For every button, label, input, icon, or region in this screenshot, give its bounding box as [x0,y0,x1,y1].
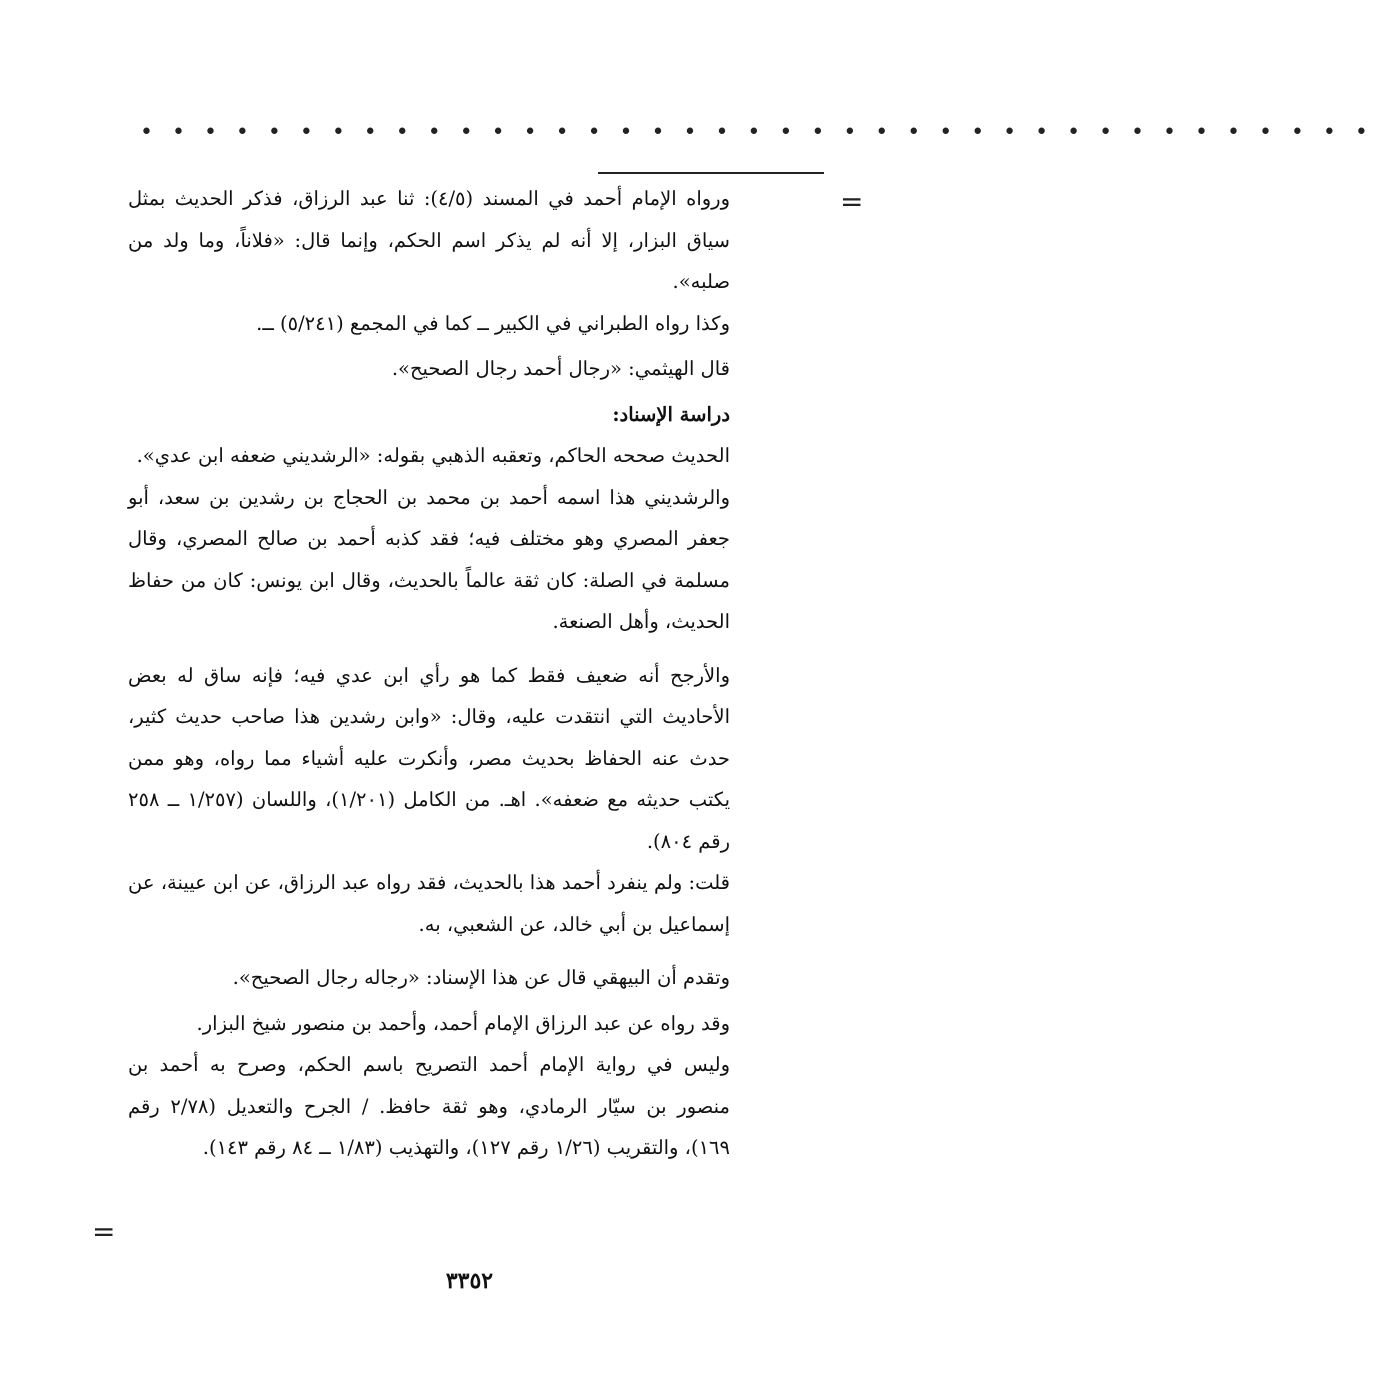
paragraph-arjah: والأرجح أنه ضعيف فقط كما هو رأي ابن عدي فيه؛ فإنه ساق له بعض الأحاديث التي انتقدت عليه، وقال: «وابن رشدين هذا صاحب حديث كثير، حدث عنه الحفاظ بحديث مصر، وأنكرت عليه أشياء مما رواه، وهو ممن يكتب حديثه مع ضعفه». اهـ. من الكامل (١/٢٠١)، واللسان (١/٢٥٧ ــ ٢٥٨ رقم ٨٠٤). [128,663,731,853]
section-heading-isnad: دراسة الإسناد: [612,402,730,426]
paragraph-rishdini: والرشديني هذا اسمه أحمد بن محمد بن الحجاج بن رشدين بن سعد، أبو جعفر المصري وهو مختلف فيه؛ فقد كذبه أحمد بن صالح المصري، وقال مسلمة في الصلة: كان ثقة عالماً بالحديث، وقال ابن يونس: كان من حفاظ الحديث، وأهل الصنعة. [128,485,730,633]
paragraph-bayhaqi: وتقدم أن البيهقي قال عن هذا الإسناد: «رجاله رجال الصحيح». [232,966,730,989]
continuation-mark-bottom: = [92,1215,116,1248]
paragraph-abdurrazzaq: وقد رواه عن عبد الرزاق الإمام أحمد، وأحمد بن منصور شيخ البزار. [196,1011,730,1035]
paragraph-qultu: قلت: ولم ينفرد أحمد هذا بالحديث، فقد رواه عبد الرزاق، عن ابن عيينة، عن إسماعيل بن أبي خالد، عن الشعبي، به. [128,871,730,936]
paragraph-musnad: ورواه الإمام أحمد في المسند (٤/٥): ثنا عبد الرزاق، فذكر الحديث بمثل سياق البزار، إلا أنه لم يذكر اسم الحكم، وإنما قال: «فلاناً، وما ولد من صلبه». [128,187,730,293]
paragraph-hakim: الحديث صححه الحاكم، وتعقبه الذهبي بقوله: «الرشديني ضعفه ابن عدي». [136,444,730,467]
paragraph-ahmad-bin-mansur: وليس في رواية الإمام أحمد التصريح باسم الحكم، وصرح به أحمد بن منصور بن سيّار الرمادي، وهو ثقة حافظ. / الجرح والتعديل (٢/٧٨ رقم ١٦٩)، والتقريب (١/٢٦ رقم ١٢٧)، والتهذيب (١/٨٣ ــ ٨٤ رقم ١٤٣). [128,1053,731,1159]
paragraph-tabarani: وكذا رواه الطبراني في الكبير ــ كما في المجمع (٥/٢٤١) ــ. [256,311,730,335]
page-number: ٣٣٥٢ [445,1268,494,1294]
page-body [128,178,730,1169]
continuation-mark-top: = [840,185,864,218]
footnote-rule [598,172,824,174]
paragraph-haythami: قال الهيثمي: «رجال أحمد رجال الصحيح». [391,357,730,380]
footnote-separator-dots: • • • • • • • • • • • • • • • • • • • • • • • • • • • • • • • • • • • • • • • [140,120,1374,145]
